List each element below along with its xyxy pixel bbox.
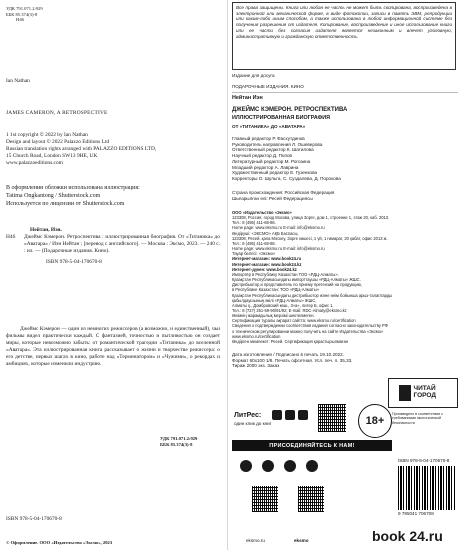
publisher-line: Өнімнің жарамдылық мерзімі шектелмеген. xyxy=(232,313,315,319)
title-ru: ДЖЕЙМС КЭМЕРОН. РЕТРОСПЕКТИВА xyxy=(232,107,348,113)
publisher-line: ООО «Издательство «Эксмо» xyxy=(232,210,292,215)
join-banner xyxy=(232,440,392,451)
age-rating-label: 18+ xyxy=(365,415,385,427)
publisher-line: Қазақстан Республикасындағы импорттаушы «РДЦ-Алматы» ЖШС. xyxy=(232,277,361,283)
origin xyxy=(232,190,458,201)
cover-note-line: Tatima Ongkantong / Shutterstock.com xyxy=(6,193,101,200)
publisher-line: Тауар белгісі: «Эксмо» xyxy=(232,251,276,257)
publisher-line: Интернет-дүкен: www.book24.kz xyxy=(232,266,297,272)
chitai-gorod-label: ЧИТАЙ ГОРОД xyxy=(413,385,437,399)
staff-item: Руководитель направления Л. Ошеверова xyxy=(232,141,323,147)
age-rating-badge xyxy=(358,404,392,438)
publisher-line: Home page: www.eksmo.ru E-mail: info@eksmo.ru xyxy=(232,225,325,231)
publisher-line: Home page: www.eksmo.ru E-mail: info@eksmo.ru xyxy=(232,246,325,252)
footer-copyright: © Оформление. ООО «Издательство «Эксмо», 2023 xyxy=(6,540,113,545)
litres-sub: один клик до книг xyxy=(234,421,272,426)
publisher-line: Сведения о подтверждении соответствия издания согласно законодательству РФ xyxy=(232,323,388,329)
copyright-line: 15 Church Road, London SW13 9HE, UK xyxy=(6,153,98,160)
eksmo-ru-link: eksmo.ru xyxy=(246,538,265,543)
biblio-text: Джеймс Кэмерон. Ретроспектива : иллюстрированная биография. От «Титаника» до «Аватара» / Иэн Нейтан ; [перевод с английского]. — Москва : Эксмо, 2023. — 240 с. : ил. — (Подарочные издания. Кино). xyxy=(24,234,220,255)
publisher-line: о техническом регулировании можно получить на сайте Издательства «Эксмо» xyxy=(232,328,384,334)
publisher-line: 123308, Россия, город Москва, улица Зорге, дом 1, строение 1, этаж 20, каб. 2013. xyxy=(232,215,390,221)
join-label: ПРИСОЕДИНЯЙТЕСЬ К НАМ! xyxy=(269,442,355,449)
publisher-line: қабылдаушының өкілі «РДЦ-Алматы» ЖШС, xyxy=(232,297,317,303)
biblio-record xyxy=(6,227,220,266)
staff-item: Корректоры О. Шульга, С. Суздалева, Д. Порохова xyxy=(232,176,341,182)
barcode-digits: 9 785041 706708 xyxy=(398,511,434,516)
publisher-line: Интернет-магазин: www.book24.ru xyxy=(232,256,302,262)
publisher-line: Өндірген мемлекет: Ресей. Сертификация қарастырылмаған xyxy=(232,338,349,344)
isbn-bottom: ISBN 978-5-04-170670-8 xyxy=(6,516,62,522)
publisher-line: Тел.: 8 (727) 251-59-90/91/92; E-mail: RDC-Almaty@eksmo.kz xyxy=(232,307,347,313)
ok-icon xyxy=(306,460,318,472)
annotation: Джеймс Кэмерон — один из немногих режиссеров (а возможно, и единственный), чьи фильмы видел практически каждый. С фантазией, точностью и пытливостью он создает миры, которые невозможно забыть: от романтической трагедии «Титаника» до вселенной «Аватара». Эта иллюстрированная книга рассказывает о жизни и творчестве режиссера: о его детстве, первых шагах в кино, работе над «Терминатором» и «Чужими», о рекордах и амбициях, которые изменили индустрию. xyxy=(6,326,220,368)
staff-item: Ответственный редактор К. Шатилова xyxy=(232,147,314,153)
publisher-line: 123308, Ресей, қала Мәскеу, Зорге көшесі, 1 үй, 1 ғимарат, 20 қабат, офис 2013 ж. xyxy=(232,235,388,241)
copyright-block xyxy=(6,132,220,167)
print-block xyxy=(232,352,382,369)
publisher-line: Импортёр в Республику Казахстан ТОО «РДЦ-Алматы». xyxy=(232,271,339,277)
copyright-line: 1 1st copyright © 2022 by Ian Nathan xyxy=(6,132,88,138)
qr-code-eksmo xyxy=(252,486,278,512)
social-icons xyxy=(240,460,318,472)
publisher-line: Алматы қ., Домбровский көш., 3«а», литер Б, офис 1. xyxy=(232,302,334,308)
udk-bottom: УДК 791.071.2:929 xyxy=(160,436,198,441)
bbk-code: ББК 85.374(3)-8 xyxy=(6,11,38,17)
series-name: ПОДАРОЧНЫЕ ИЗДАНИЯ. КИНО xyxy=(232,84,304,89)
publisher-block xyxy=(232,210,458,344)
staff-item: Младший редактор А. Лаврина xyxy=(232,164,299,170)
cover-note xyxy=(6,184,220,208)
legal-notice: Все права защищены. Книга или любая ее часть не может быть скопирована, воспроизведена в электронной или механической форме, в виде фотокопии, записи в память ЭВМ, репродукции или каким-либо иным способом, а также использована в любой информационной системе без получения разрешения от издателя. Копирование, воспроизведение и иное использование книги или ее части без согласия издателя является незаконным и влечет уголовную, административную и гражданскую ответственность. xyxy=(236,5,452,39)
biblio-isbn: ISBN 978-5-04-170670-8 xyxy=(46,259,102,266)
print-line: Тираж 2000 экз. Заказ xyxy=(232,363,280,369)
publisher-line: в Республике Казахстан: ТОО «РДЦ-Алматы» xyxy=(232,287,319,293)
udk-code: УДК 791.071.2:929 xyxy=(6,6,43,11)
classification-bottom xyxy=(160,436,224,447)
title-en: JAMES CAMERON, A RETROSPECTIVE xyxy=(6,110,108,116)
cover-note-line: Используется по лицензии от Shutterstock.com xyxy=(6,201,125,208)
subtitle2-ru: ОТ «ТИТАНИКА» ДО «АВАТАРА» xyxy=(232,124,306,129)
print-line: Формат 60x100 1/8. Печать офсетная. Усл. печ. л. 35,33. xyxy=(232,357,353,363)
page-divider xyxy=(227,0,228,550)
publisher-line: Интернет-магазин: www.book24.kz xyxy=(232,261,302,267)
store-icons xyxy=(272,410,308,420)
isbn-barcode-label: ISBN 978-5-04-170670-8 xyxy=(398,458,450,463)
staff-item: Научный редактор Д. Попов xyxy=(232,153,292,159)
publisher-line: Сертификация туралы ақпарат сайтта: www.eksmo.ru/certification xyxy=(232,318,356,324)
bbk-bottom: ББК 85.374(3)-8 xyxy=(160,441,193,447)
book-icon xyxy=(399,385,411,401)
apple-store-icon xyxy=(272,410,282,420)
staff-item: Главный редактор Р. Фасхутдинов xyxy=(232,136,305,141)
cutter-code: Н46 xyxy=(16,17,24,23)
separator xyxy=(232,92,458,93)
huawei-store-icon xyxy=(298,410,308,420)
eksmo-logo: eksmo xyxy=(294,538,309,543)
publisher-line: Дистрибьютор и представитель по приему претензий на продукцию, xyxy=(232,282,362,288)
telegram-icon xyxy=(262,460,274,472)
qr-row xyxy=(252,486,324,512)
biblio-author: Нейтан, Иэн. xyxy=(30,227,62,233)
publisher-line: Тел.: 8 (495) 411-68-86. xyxy=(232,220,276,226)
publisher-line: Өндіруші: «ЭКСМО» АҚБ Баспасы, xyxy=(232,230,299,236)
print-line: Дата изготовления / Подписано в печать 19.10.2022. xyxy=(232,352,344,357)
publisher-line: Тел.: 8 (495) 411-68-86. xyxy=(232,240,276,246)
google-play-icon xyxy=(285,410,295,420)
author-en: Ian Nathan xyxy=(6,78,30,84)
staff-item: Литературный редактор М. Рогозина xyxy=(232,158,311,164)
author-ru: Нейтан Иэн xyxy=(232,95,263,101)
staff-item: Художественный редактор Е. Гузенкова xyxy=(232,170,318,176)
classification-top xyxy=(6,6,220,23)
vk-icon xyxy=(240,460,252,472)
cover-note-line: В оформлении обложки использована иллюстрация: xyxy=(6,185,140,191)
book24-logo: book 24.ru xyxy=(372,528,443,544)
age-note: Издание для досуга xyxy=(232,73,275,78)
youtube-icon xyxy=(284,460,296,472)
copyright-line: Russian translation rights arranged with PALAZZO EDITIONS LTD, xyxy=(6,146,157,153)
chitai-gorod-logo xyxy=(388,378,458,408)
origin-ru: Страна происхождения: Российская Федерация xyxy=(232,190,335,195)
copyright-line: www.palazzoeditions.com xyxy=(6,160,63,167)
publisher-line: Қазақстан Республикасындағы дистрибьютор және өнім бойынша арыз-талаптарды xyxy=(232,292,393,298)
biblio-code: Н46 xyxy=(6,234,16,241)
subtitle-ru: ИЛЛЮСТРИРОВАННАЯ БИОГРАФИЯ xyxy=(232,115,330,121)
copyright-line: Design and layout © 2022 Palazzo Editions Ltd xyxy=(6,139,110,146)
staff-list xyxy=(232,136,458,182)
publisher-line: www.eksmo.ru/certification xyxy=(232,333,281,339)
qr-code xyxy=(318,404,346,432)
eco-note: Произведено в соответствии с требованиями экологической безопасности xyxy=(392,412,443,425)
barcode xyxy=(398,466,456,510)
litres-logo: ЛитРес: xyxy=(234,412,262,419)
qr-code-book24 xyxy=(298,486,324,512)
origin-kz: Шығарылған елі: Ресей Федерациясы xyxy=(232,195,313,201)
